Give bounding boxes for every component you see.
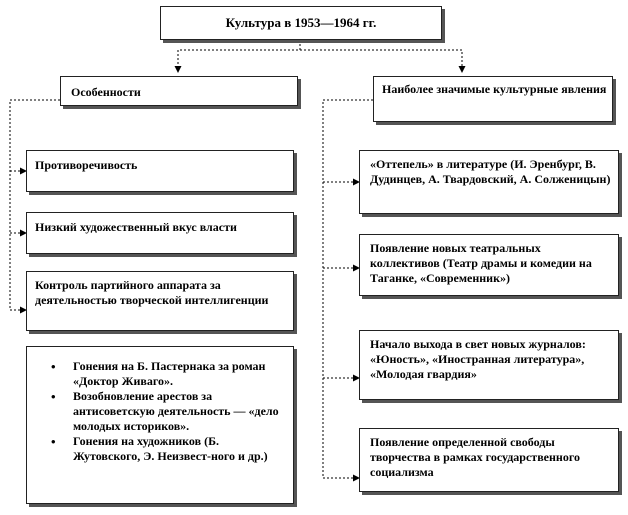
right-item-text: Появление новых театральных коллективов (Театр драмы и комедии на Таганке, «Современник») [370, 241, 592, 285]
diagram-title: Культура в 1953—1964 гг. [225, 15, 377, 30]
left-item-text: Противоречивость [35, 158, 138, 172]
left-item-text: Контроль партийного аппарата за деятельностью творческой интеллигенции [35, 278, 269, 307]
left-item-control [26, 271, 294, 331]
right-item-text: Появление определенной свободы творчества в рамках государственного социализма [370, 435, 580, 479]
title-box [160, 6, 442, 40]
bullet-item: • Возобновление арестов за антисоветскую деятельность — «дело молодых историков». [39, 389, 285, 434]
left-item-text: Низкий художественный вкус власти [35, 220, 237, 234]
bullet-item: • Гонения на художников (Б. Жутовского, Э. Неизвест-ного и др.) [39, 434, 285, 464]
right-item-thaw [359, 150, 619, 214]
right-item-freedom [359, 428, 619, 492]
right-item-journals [359, 330, 619, 400]
right-header: Наиболее значимые культурные явления [382, 82, 607, 96]
left-item-contradiction [26, 150, 294, 192]
left-item-taste [26, 212, 294, 254]
right-header-box [373, 76, 613, 122]
right-item-text: «Оттепель» в литературе (И. Эренбург, В. Дудинцев, А. Твардовский, А. Солженицын) [370, 157, 611, 186]
left-header: Особенности [71, 85, 141, 99]
right-item-theatres [359, 234, 619, 296]
left-bullets-box [26, 346, 294, 504]
bullet-item: • Гонения на Б. Пастернака за роман «Доктор Живаго». [39, 359, 285, 389]
right-item-text: Начало выхода в свет новых журналов: «Юность», «Иностранная литература», «Молодая гвардия» [370, 337, 586, 381]
left-header-box [60, 76, 298, 106]
